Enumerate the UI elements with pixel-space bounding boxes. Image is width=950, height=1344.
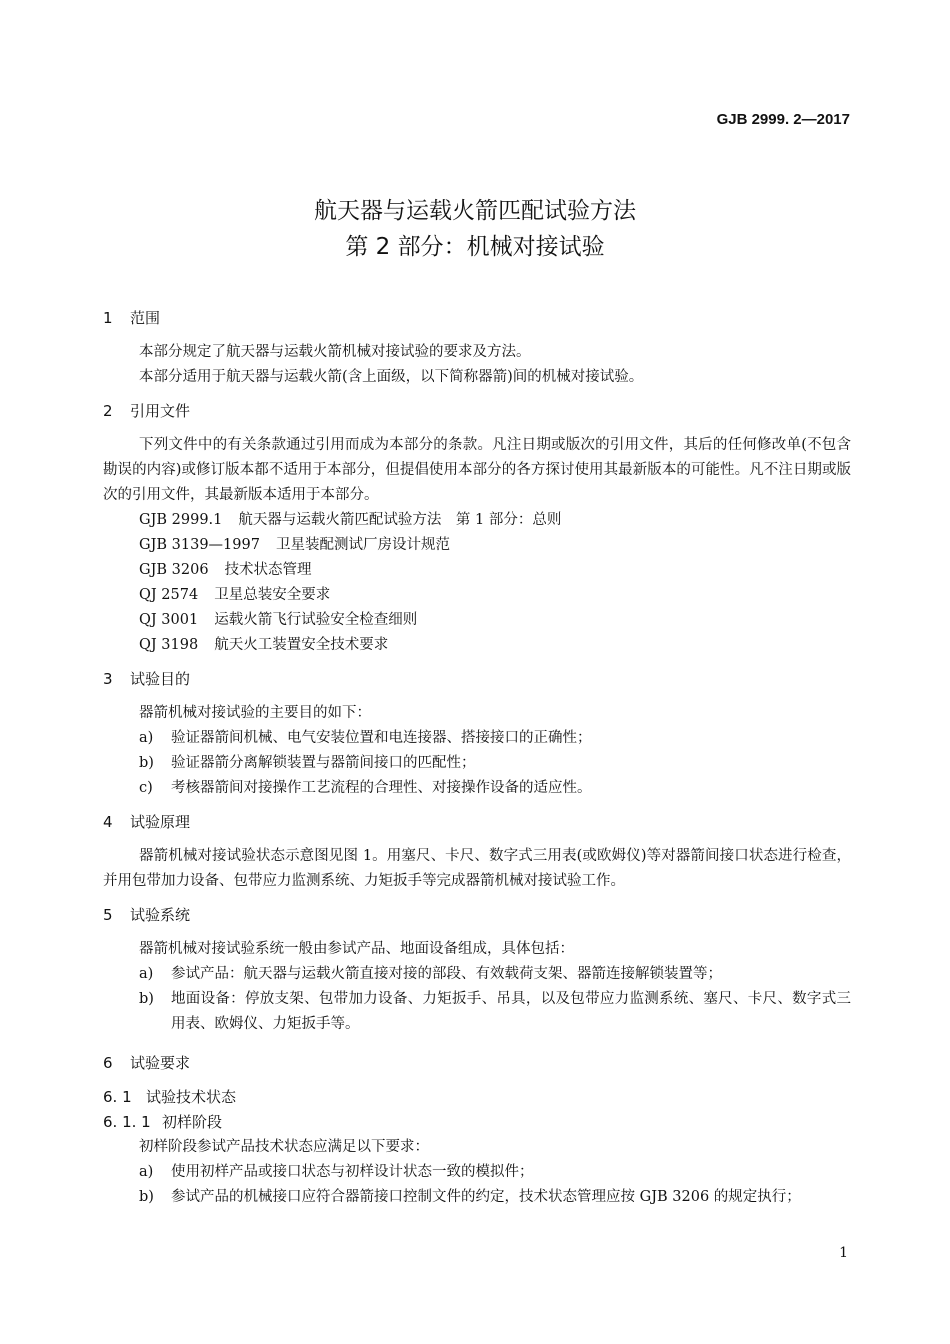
section-number: 3 xyxy=(103,670,113,688)
paragraph: 下列文件中的有关条款通过引用而成为本部分的条款。凡注日期或版次的引用文件，其后的任何修改单(不包含勘误的内容)或修订版本都不适用于本部分，但提倡使用本部分的各方探讨使用其最新版本的可能性。凡不注日期或版次的引用文件，其最新版本适用于本部分。 xyxy=(103,437,851,503)
paragraph: 器箭机械对接试验的主要目的如下： xyxy=(139,705,371,721)
section-number: 6. 1. 1 xyxy=(103,1113,151,1131)
reference-item xyxy=(103,508,851,533)
reference-title: 运载火箭飞行试验安全检查细则 xyxy=(214,612,418,628)
reference-code: QJ 3198 xyxy=(139,637,199,653)
section-3-heading xyxy=(103,667,851,692)
section-title: 试验原理 xyxy=(130,813,191,831)
section-number: 1 xyxy=(103,309,113,327)
title-line-2: 第 2 部分：机械对接试验 xyxy=(345,234,605,260)
paragraph: 初样阶段参试产品技术状态应满足以下要求： xyxy=(139,1139,429,1155)
section-title: 范围 xyxy=(130,309,161,327)
reference-code: GJB 2999.1 xyxy=(139,512,223,528)
list-marker: b) xyxy=(139,1189,154,1205)
list-item xyxy=(103,1185,851,1210)
paragraph: 器箭机械对接试验状态示意图见图 1。用塞尺、卡尺、数字式三用表(或欧姆仪)等对器箭间接口状态进行检查，并用包带加力设备、包带应力监测系统、力矩扳手等完成器箭机械对接试验工作。 xyxy=(103,848,851,889)
section-number: 5 xyxy=(103,906,113,924)
section-number: 6 xyxy=(103,1054,113,1072)
section-6-heading xyxy=(103,1051,851,1076)
section-4-heading xyxy=(103,810,851,835)
section-5-heading xyxy=(103,903,851,928)
section-2-heading xyxy=(103,399,851,424)
list-marker: a) xyxy=(139,966,154,982)
reference-title: 航天器与运载火箭匹配试验方法 第 1 部分：总则 xyxy=(238,512,562,528)
subsection-6-1-heading xyxy=(103,1085,851,1110)
list-item xyxy=(103,751,851,776)
list-marker: a) xyxy=(139,730,154,746)
reference-title: 航天火工装置安全技术要求 xyxy=(214,637,389,653)
reference-item xyxy=(103,533,851,558)
reference-code: QJ 3001 xyxy=(139,612,199,628)
list-marker: b) xyxy=(139,991,154,1007)
list-item xyxy=(103,1160,851,1185)
paragraph: 器箭机械对接试验系统一般由参试产品、地面设备组成，具体包括： xyxy=(139,941,574,957)
section-title: 试验目的 xyxy=(130,670,191,688)
list-item xyxy=(103,776,851,801)
section-1-heading xyxy=(103,306,851,331)
list-text: 验证器箭间机械、电气安装位置和电连接器、搭接接口的正确性； xyxy=(171,730,592,746)
list-marker: b) xyxy=(139,755,154,771)
list-text: 验证器箭分离解锁装置与器箭间接口的匹配性； xyxy=(171,755,476,771)
section-title: 初样阶段 xyxy=(162,1113,223,1131)
list-text: 考核器箭间对接操作工艺流程的合理性、对接操作设备的适应性。 xyxy=(171,780,592,796)
reference-title: 卫星总装安全要求 xyxy=(214,587,331,603)
section-number: 4 xyxy=(103,813,113,831)
subsection-6-1-1-heading xyxy=(103,1110,851,1135)
document-title xyxy=(0,193,950,265)
list-text: 参试产品的机械接口应符合器箭接口控制文件的约定，技术状态管理应按 GJB 3206 的规定执行； xyxy=(171,1189,801,1205)
reference-item xyxy=(103,583,851,608)
title-line-1: 航天器与运载火箭匹配试验方法 xyxy=(314,198,636,224)
reference-code: GJB 3206 xyxy=(139,562,209,578)
reference-code: QJ 2574 xyxy=(139,587,199,603)
section-title: 试验系统 xyxy=(130,906,191,924)
section-title: 引用文件 xyxy=(130,402,191,420)
reference-title: 卫星装配测试厂房设计规范 xyxy=(275,537,450,553)
reference-item xyxy=(103,558,851,583)
standard-code: GJB 2999. 2—2017 xyxy=(716,111,850,128)
list-item xyxy=(103,987,851,1037)
section-number: 2 xyxy=(103,402,113,420)
reference-item xyxy=(103,608,851,633)
section-number: 6. 1 xyxy=(103,1088,132,1106)
paragraph: 本部分规定了航天器与运载火箭机械对接试验的要求及方法。 xyxy=(139,344,531,360)
reference-title: 技术状态管理 xyxy=(224,562,312,578)
list-marker: a) xyxy=(139,1164,154,1180)
section-title: 试验要求 xyxy=(130,1054,191,1072)
page-number: 1 xyxy=(839,1245,848,1261)
reference-code: GJB 3139—1997 xyxy=(139,537,260,553)
reference-item xyxy=(103,633,851,658)
document-body xyxy=(103,306,851,1210)
list-text: 参试产品：航天器与运载火箭直接对接的部段、有效载荷支架、器箭连接解锁装置等； xyxy=(171,966,722,982)
paragraph: 本部分适用于航天器与运载火箭(含上面级，以下简称器箭)间的机械对接试验。 xyxy=(139,369,644,385)
list-text: 使用初样产品或接口状态与初样设计状态一致的模拟件； xyxy=(171,1164,534,1180)
list-text: 地面设备：停放支架、包带加力设备、力矩扳手、吊具，以及包带应力监测系统、塞尺、卡尺、数字式三用表、欧姆仪、力矩扳手等。 xyxy=(171,991,851,1032)
list-item xyxy=(103,726,851,751)
list-marker: c) xyxy=(139,780,153,796)
section-title: 试验技术状态 xyxy=(146,1088,237,1106)
list-item xyxy=(103,962,851,987)
